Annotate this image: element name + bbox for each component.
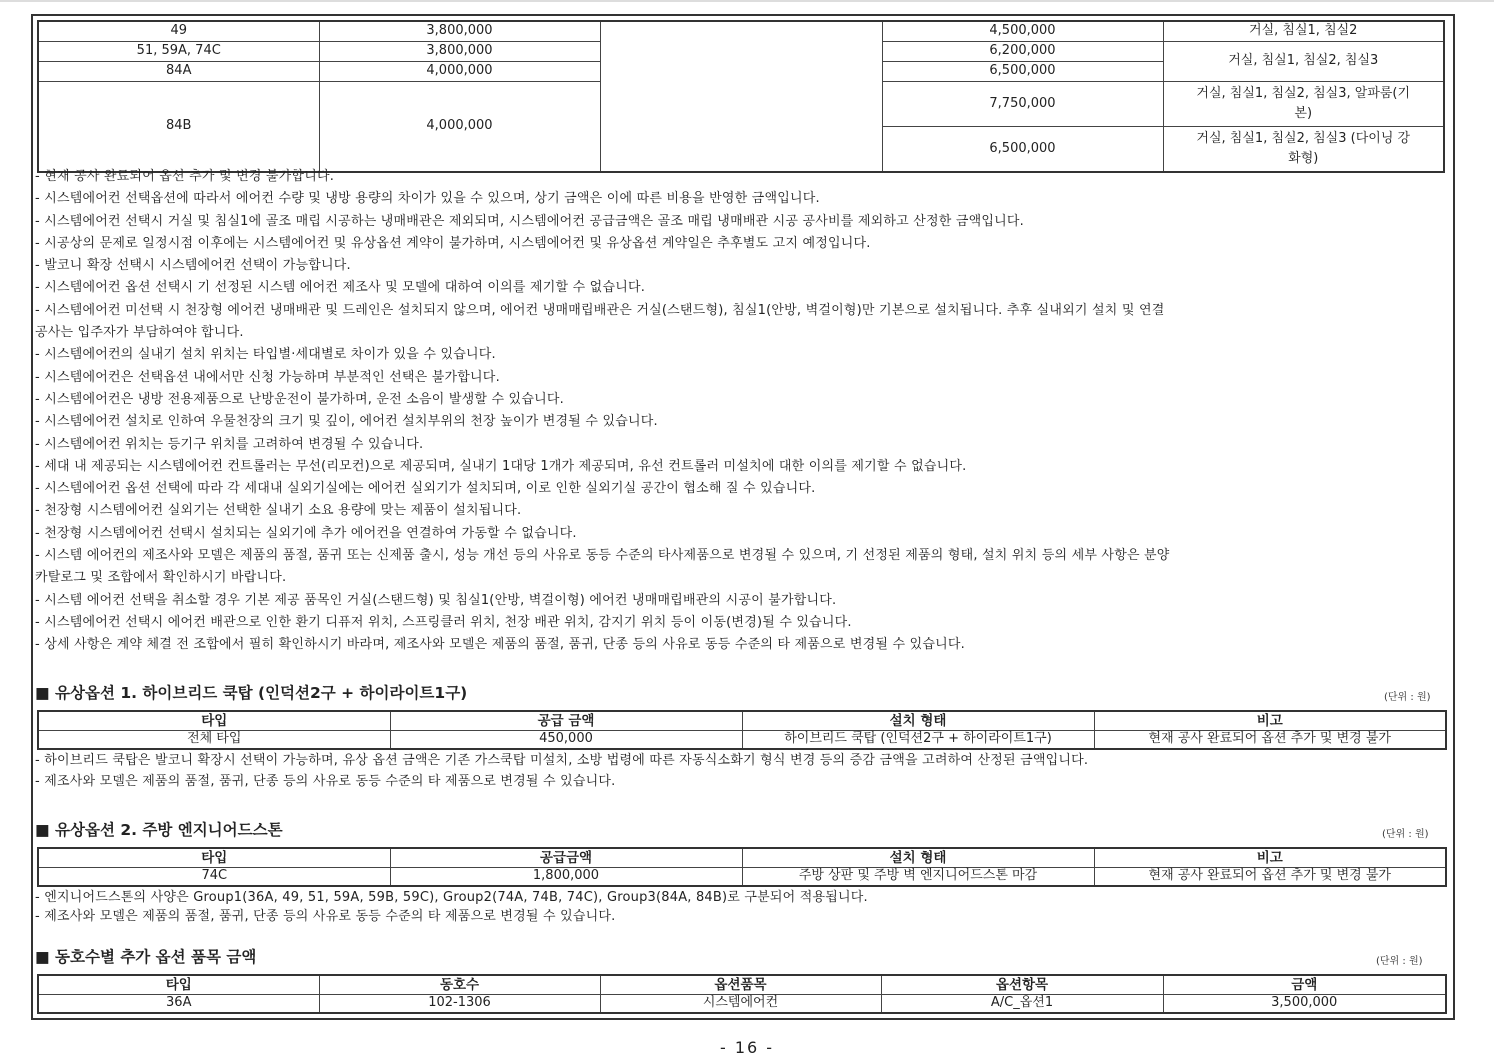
note-line: - 하이브리드 쿡탑은 발코니 확장시 선택이 가능하며, 유상 옵션 금액은 기존 가스쿡탑 미설치, 소방 법령에 따른 자동식소화기 형식 변경 등의 증감 금액을 고려하여 산정된 금액입니다.: [35, 753, 1089, 768]
price-cell: 450,000: [390, 730, 742, 749]
ac-price-cell: 6,500,000: [882, 126, 1163, 172]
page-number: - 16 -: [719, 1038, 775, 1057]
note-line: - 천장형 시스템에어컨 선택시 설치되는 실외기에 추가 에어컨을 연결하여 가동할 수 없습니다.: [35, 525, 577, 541]
unit-label: (단위 : 원): [1384, 692, 1431, 703]
type-cell: 74C: [38, 867, 390, 886]
rooms-cell: 거실, 침실1, 침실2, 침실3 (다이닝 강화형): [1163, 126, 1444, 172]
note-line: - 상세 사항은 계약 체결 전 조합에서 필히 확인하시기 바라며, 제조사와 모델은 제품의 품절, 품귀, 단종 등의 사유로 동등 수준의 타 제품으로 변경될 수 있습니다.: [35, 637, 965, 653]
unit-label: (단위 : 원): [1382, 829, 1429, 840]
col-header: 타입: [38, 975, 319, 994]
note-line: - 시스템에어컨 옵션 선택에 따라 각 세대내 실외기실에는 에어컨 실외기가 설치되며, 이로 인한 실외기실 공간이 협소해 질 수 있습니다.: [35, 481, 816, 497]
table-row: [38, 21, 1444, 41]
table-header-row: [38, 848, 1446, 867]
amount-cell: 3,500,000: [1163, 994, 1446, 1013]
cooktop-notes: [35, 750, 1455, 792]
section-title-stone: ■ 유상옵션 2. 주방 엔지니어드스톤: [35, 821, 283, 839]
type-cell: 51, 59A, 74C: [38, 41, 319, 61]
table-header-row: [38, 711, 1446, 730]
col-header: 비고: [1094, 711, 1446, 730]
empty-cell: [600, 21, 882, 172]
aircon-price-table: [37, 20, 1445, 173]
note-line: - 시스템에어컨 옵션 선택시 기 선정된 시스템 에어컨 제조사 및 모델에 대하여 이의를 제기할 수 없습니다.: [35, 280, 646, 296]
remark-cell: 현재 공사 완료되어 옵션 추가 및 변경 불가: [1094, 730, 1446, 749]
col-header: 타입: [38, 848, 390, 867]
note-line: - 시스템에어컨 선택시 에어컨 배관으로 인한 환기 디퓨저 위치, 스프링클러 위치, 천장 배관 위치, 감지기 위치 등이 이동(변경)될 수 있습니다.: [35, 614, 852, 630]
note-line: - 시스템에어컨은 냉방 전용제품으로 난방운전이 불가하며, 운전 소음이 발생할 수 있습니다.: [35, 391, 564, 407]
price-cell: 3,800,000: [319, 21, 600, 41]
top-edge: [0, 0, 1494, 2]
cooktop-table: [37, 710, 1447, 750]
stone-notes: [35, 888, 1455, 926]
rooms-cell: 거실, 침실1, 침실2: [1163, 21, 1444, 41]
install-cell: 주방 상판 및 주방 벽 엔지니어드스톤 마감: [742, 867, 1094, 886]
col-header: 옵션품목: [600, 975, 881, 994]
col-header: 설치 형태: [742, 711, 1094, 730]
col-header: 공급금액: [390, 848, 742, 867]
note-line: - 시스템 에어컨의 제조사와 모델은 제품의 품절, 품귀 또는 신제품 출시, 성능 개선 등의 사유로 동등 수준의 타사제품으로 변경될 수 있으며, 기 선정된 제품의 형태, 설치 위치 등의 세부 사항은 분양: [35, 548, 1170, 564]
col-header: 동호수: [319, 975, 600, 994]
rooms-cell: 거실, 침실1, 침실2, 침실3: [1163, 41, 1444, 81]
note-line: - 발코니 확장 선택시 시스템에어컨 선택이 가능합니다.: [35, 258, 351, 274]
type-cell: 전체 타입: [38, 730, 390, 749]
table-row: [38, 994, 1446, 1013]
install-cell: 하이브리드 쿡탑 (인덕션2구 + 하이라이트1구): [742, 730, 1094, 749]
note-line: - 시스템에어컨 선택시 거실 및 침실1에 골조 매립 시공하는 냉매배관은 제외되며, 시스템에어컨 공급금액은 골조 매립 냉매배관 시공 공사비를 제외하고 산정한 금액입니다.: [35, 213, 1024, 229]
section-title-cooktop: ■ 유상옵션 1. 하이브리드 쿡탑 (인덕션2구 + 하이라이트1구): [35, 684, 468, 702]
note-line: - 천장형 시스템에어컨 실외기는 선택한 실내기 소요 용량에 맞는 제품이 설치됩니다.: [35, 503, 522, 519]
note-line: - 시스템에어컨 미선택 시 천장형 에어컨 냉매배관 및 드레인은 설치되지 않으며, 에어컨 냉매매립배관은 거실(스탠드형), 침실1(안방, 벽걸이형)만 기본으로 설치됩니다. 추후 실내외기 설치 및 연결: [35, 302, 1165, 318]
table-row: [38, 730, 1446, 749]
col-header: 옵션항목: [881, 975, 1163, 994]
unit-label: (단위 : 원): [1376, 956, 1423, 967]
note-line: - 제조사와 모델은 제품의 품절, 품귀, 단종 등의 사유로 동등 수준의 타 제품으로 변경될 수 있습니다.: [35, 774, 616, 789]
aircon-notes: [35, 166, 1455, 657]
remark-cell: 현재 공사 완료되어 옵션 추가 및 변경 불가: [1094, 867, 1446, 886]
note-line: - 제조사와 모델은 제품의 품절, 품귀, 단종 등의 사유로 동등 수준의 타 제품으로 변경될 수 있습니다.: [35, 909, 616, 924]
price-cell: 4,000,000: [319, 61, 600, 81]
ac-price-cell: 6,200,000: [882, 41, 1163, 61]
section-title-unit-options: ■ 동호수별 추가 옵션 품목 금액: [35, 948, 257, 966]
table-header-row: [38, 975, 1446, 994]
ac-price-cell: 6,500,000: [882, 61, 1163, 81]
stone-table: [37, 847, 1447, 887]
price-cell: 1,800,000: [390, 867, 742, 886]
note-line: - 시공상의 문제로 일정시점 이후에는 시스템에어컨 및 유상옵션 계약이 불가하며, 시스템에어컨 및 유상옵션 계약일은 추후별도 고지 예정입니다.: [35, 235, 871, 251]
price-cell: 4,000,000: [319, 81, 600, 172]
col-header: 공급 금액: [390, 711, 742, 730]
note-line: - 시스템에어컨은 선택옵션 내에서만 신청 가능하며 부분적인 선택은 불가합니다.: [35, 369, 500, 385]
option-detail-cell: A/C_옵션1: [881, 994, 1163, 1013]
price-cell: 3,800,000: [319, 41, 600, 61]
type-cell: 84B: [38, 81, 319, 172]
col-header: 타입: [38, 711, 390, 730]
note-line: - 시스템에어컨 선택옵션에 따라서 에어컨 수량 및 냉방 용량의 차이가 있을 수 있으며, 상기 금액은 이에 따른 비용을 반영한 금액입니다.: [35, 191, 820, 207]
note-line: - 시스템에어컨의 실내기 설치 위치는 타입별·세대별로 차이가 있을 수 있습니다.: [35, 347, 496, 363]
type-cell: 84A: [38, 61, 319, 81]
ac-price-cell: 7,750,000: [882, 81, 1163, 126]
unit-number-cell: 102-1306: [319, 994, 600, 1013]
note-line: - 현재 공사 완료되어 옵션 추가 및 변경 불가합니다.: [35, 169, 335, 184]
note-line: 공사는 입주자가 부담하여야 합니다.: [35, 325, 244, 341]
note-line: - 엔지니어드스톤의 사양은 Group1(36A, 49, 51, 59A, 59B, 59C), Group2(74A, 74B, 74C), Group3(84A, 84B)로 구분되어 적용됩니다.: [35, 890, 868, 905]
type-cell: 49: [38, 21, 319, 41]
note-line: - 시스템에어컨 설치로 인하여 우물천장의 크기 및 깊이, 에어컨 설치부위의 천장 높이가 변경될 수 있습니다.: [35, 414, 658, 430]
table-row: [38, 867, 1446, 886]
col-header: 비고: [1094, 848, 1446, 867]
col-header: 설치 형태: [742, 848, 1094, 867]
unit-options-table: [37, 974, 1447, 1014]
rooms-cell: 거실, 침실1, 침실2, 침실3, 알파룸(기본): [1163, 81, 1444, 126]
note-line: - 세대 내 제공되는 시스템에어컨 컨트롤러는 무선(리모컨)으로 제공되며, 실내기 1대당 1개가 제공되며, 유선 컨트롤러 미설치에 대한 이의를 제기할 수 없습니다.: [35, 458, 967, 474]
note-line: 카탈로그 및 조합에서 확인하시기 바랍니다.: [35, 570, 287, 586]
note-line: - 시스템 에어컨 선택을 취소할 경우 기본 제공 품목인 거실(스탠드형) 및 침실1(안방, 벽걸이형) 에어컨 냉매매립배관의 시공이 불가합니다.: [35, 592, 837, 608]
note-line: - 시스템에어컨 위치는 등기구 위치를 고려하여 변경될 수 있습니다.: [35, 436, 424, 452]
option-item-cell: 시스템에어컨: [600, 994, 881, 1013]
ac-price-cell: 4,500,000: [882, 21, 1163, 41]
col-header: 금액: [1163, 975, 1446, 994]
type-cell: 36A: [38, 994, 319, 1013]
